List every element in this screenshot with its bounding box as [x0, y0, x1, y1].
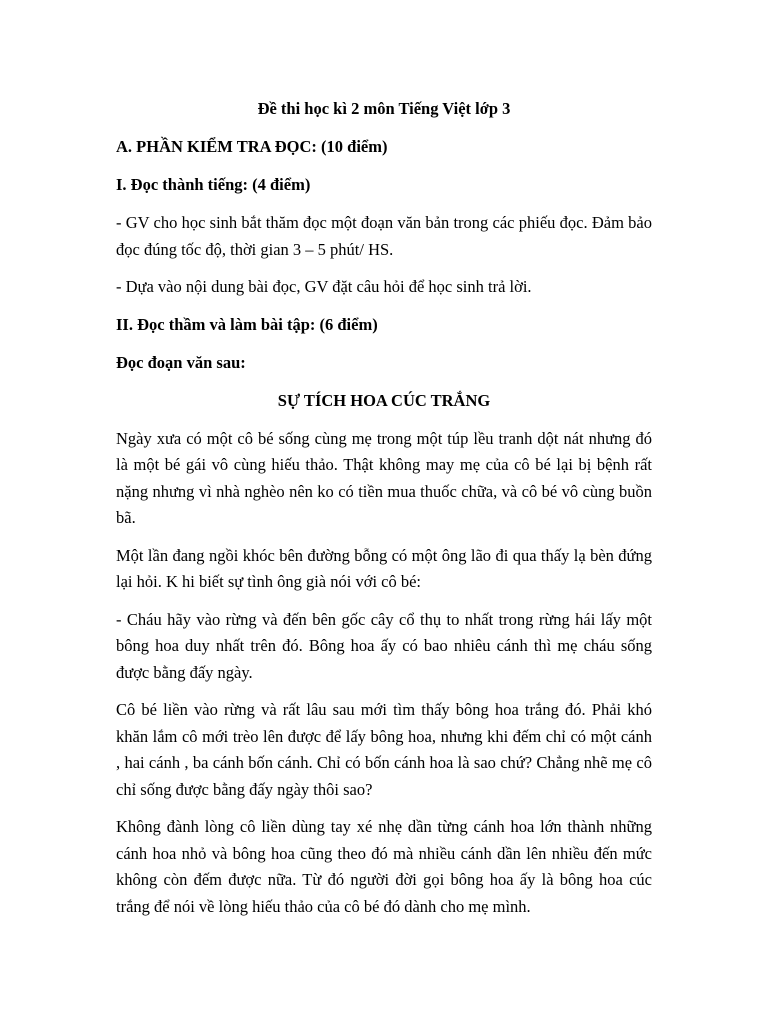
document-title: Đề thi học kì 2 môn Tiếng Việt lớp 3	[257, 99, 511, 118]
part-1-item: - Dựa vào nội dung bài đọc, GV đặt câu hỏi để học sinh trả lời.	[116, 277, 532, 296]
story-paragraph: Một lần đang ngồi khóc bên đường bỗng có một ông lão đi qua thấy lạ bèn đứng lại hỏi. K hi biết sự tình ông già nói với cô bé:	[116, 545, 652, 591]
part-2-heading: II. Đọc thầm và làm bài tập: (6 điểm)	[116, 314, 378, 334]
story-paragraph: Cô bé liền vào rừng và rất lâu sau mới tìm thấy bông hoa trắng đó. Phải khó khăn lắm cô mới trèo lên được để lấy bông hoa, nhưng khi đếm chỉ có một cánh , hai cánh , ba cánh bốn cánh. Chỉ có bốn cánh hoa là sao chứ? Chẳng nhẽ mẹ cô chỉ sống được bằng đấy ngày thôi sao?	[116, 700, 652, 799]
story-paragraph: - Cháu hãy vào rừng và đến bên gốc cây cổ thụ to nhất trong rừng hái lấy một bông hoa duy nhất trên đó. Bông hoa ấy có bao nhiêu cánh thì mẹ cháu sống được bằng đấy ngày.	[116, 609, 652, 682]
part-1-heading: I. Đọc thành tiếng: (4 điểm)	[116, 175, 311, 194]
section-a-heading: A. PHẦN KIỂM TRA ĐỌC: (10 điểm)	[116, 137, 388, 156]
story-paragraph: Không đành lòng cô liền dùng tay xé nhẹ dần từng cánh hoa lớn thành những cánh hoa nhỏ và bông hoa cũng theo đó mà nhiều cánh dần lên nhiều đến mức không còn đếm được nữa. Từ đó người đời gọi bông hoa ấy là bông hoa cúc trắng để nói về lòng hiếu thảo của cô bé đó dành cho mẹ mình.	[116, 817, 652, 916]
reading-instruction: Đọc đoạn văn sau:	[116, 352, 246, 372]
part-1-item: - GV cho học sinh bắt thăm đọc một đoạn văn bản trong các phiếu đọc. Đảm bảo đọc đúng tốc độ, thời gian 3 – 5 phút/ HS.	[116, 213, 652, 259]
story-title: SỰ TÍCH HOA CÚC TRẮNG	[277, 390, 491, 410]
story-paragraph: Ngày xưa có một cô bé sống cùng mẹ trong một túp lều tranh dột nát nhưng đó là một bé gái vô cùng hiếu thảo. Thật không may mẹ của cô bé lại bị bệnh rất nặng nhưng vì nhà nghèo nên ko có tiền mua thuốc chữa, và cô bé vô cùng buồn bã.	[116, 428, 652, 527]
document-body	[116, 96, 652, 931]
